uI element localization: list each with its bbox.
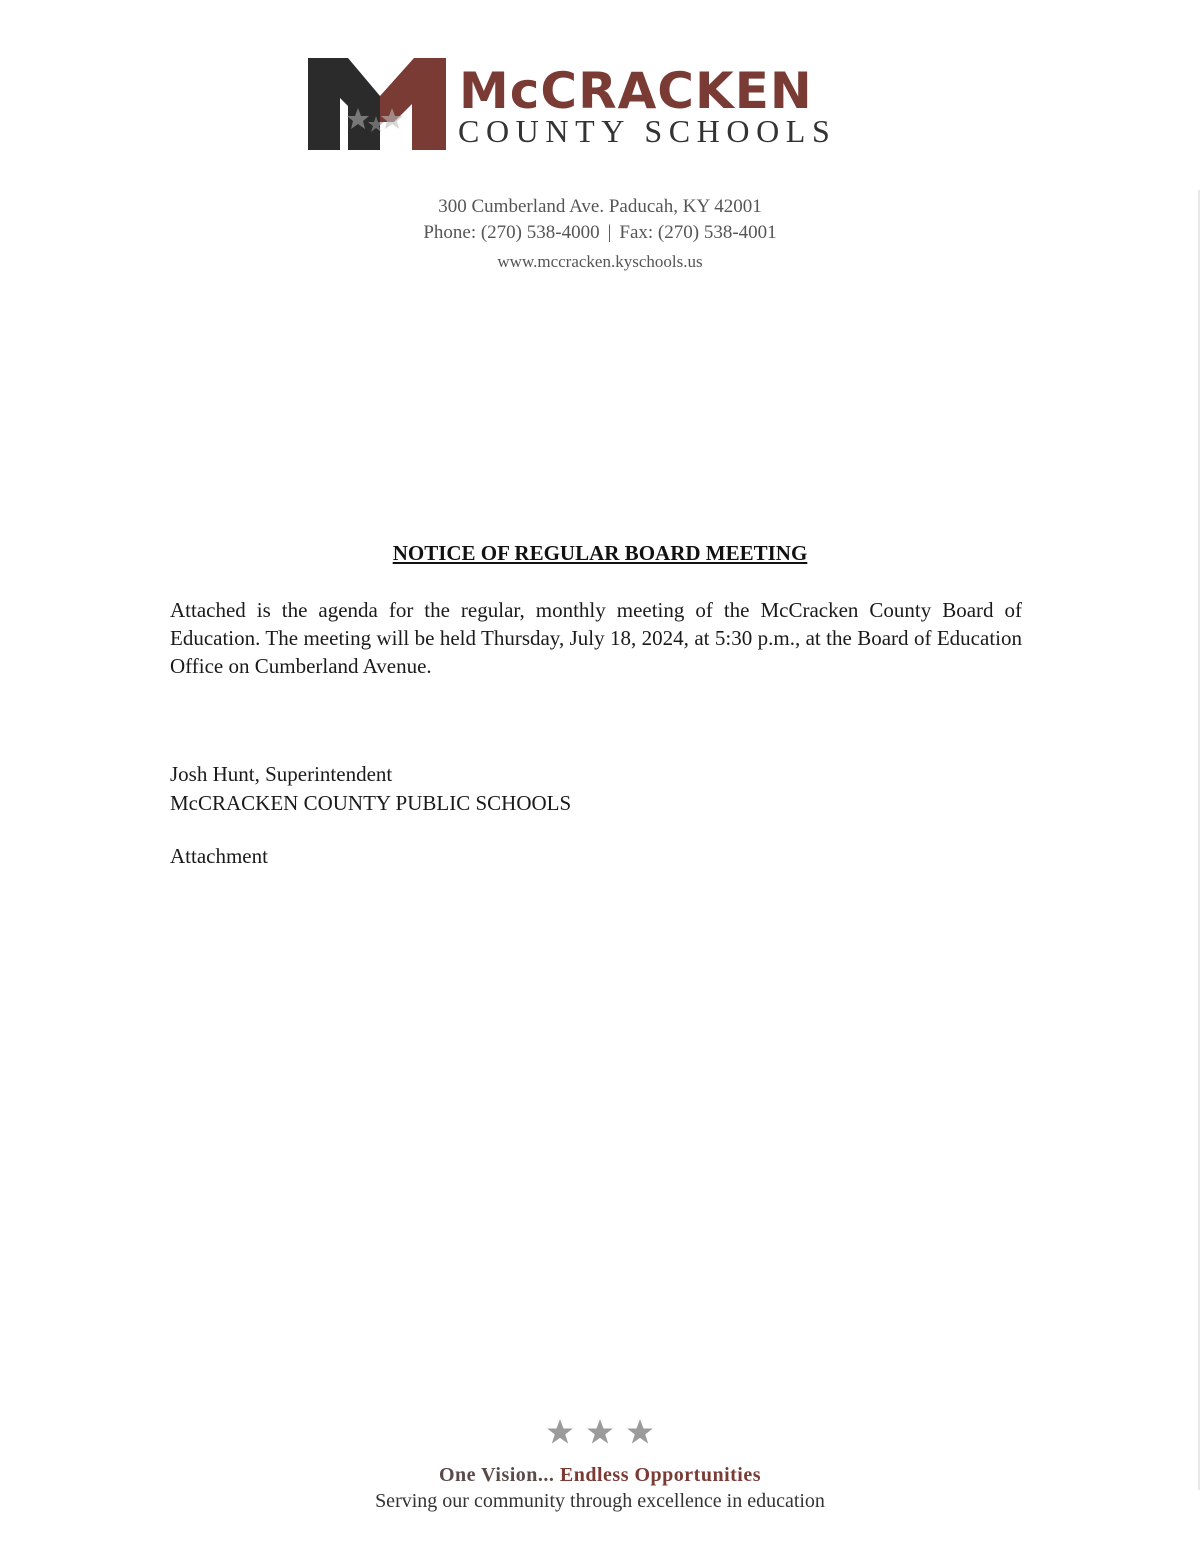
tagline-opportunities: Endless Opportunities xyxy=(559,1464,762,1486)
star-icon xyxy=(546,1418,574,1446)
signature-block xyxy=(170,760,571,818)
contact-info xyxy=(0,194,1200,274)
street-address: 300 Cumberland Ave. Paducah, KY 42001 xyxy=(438,196,762,217)
website-link[interactable]: www.mccracken.kyschools.us xyxy=(497,252,703,271)
signer-name-title: Josh Hunt, Superintendent xyxy=(170,762,393,786)
star-icon xyxy=(626,1418,654,1446)
star-icon xyxy=(586,1418,614,1446)
logo-subtitle: COUNTY SCHOOLS xyxy=(458,113,837,149)
signer-organization: McCRACKEN COUNTY PUBLIC SCHOOLS xyxy=(170,791,572,815)
footer-mission: Serving our community through excellence in education xyxy=(375,1490,825,1512)
footer-tagline xyxy=(0,1464,1200,1487)
separator: | xyxy=(607,222,612,243)
logo-m-mark-icon xyxy=(308,56,448,150)
notice-paragraph: Attached is the agenda for the regular, monthly meeting of the McCracken County Board of Education. The meeting will be held Thursday, July 18, 2024, at 5:30 p.m., at the Board of Education Office on Cumberland Avenue. xyxy=(170,598,1022,678)
phone-fax-line xyxy=(0,220,1200,246)
notice-title: NOTICE OF REGULAR BOARD MEETING xyxy=(392,541,808,565)
tagline-vision: One Vision... xyxy=(438,1464,555,1486)
logo-name: McCRACKEN xyxy=(459,62,813,120)
district-logo xyxy=(308,56,908,152)
phone-number: Phone: (270) 538-4000 xyxy=(423,222,600,243)
attachment-label: Attachment xyxy=(170,844,268,868)
footer-stars xyxy=(0,1418,1200,1451)
fax-number: Fax: (270) 538-4001 xyxy=(619,222,777,243)
